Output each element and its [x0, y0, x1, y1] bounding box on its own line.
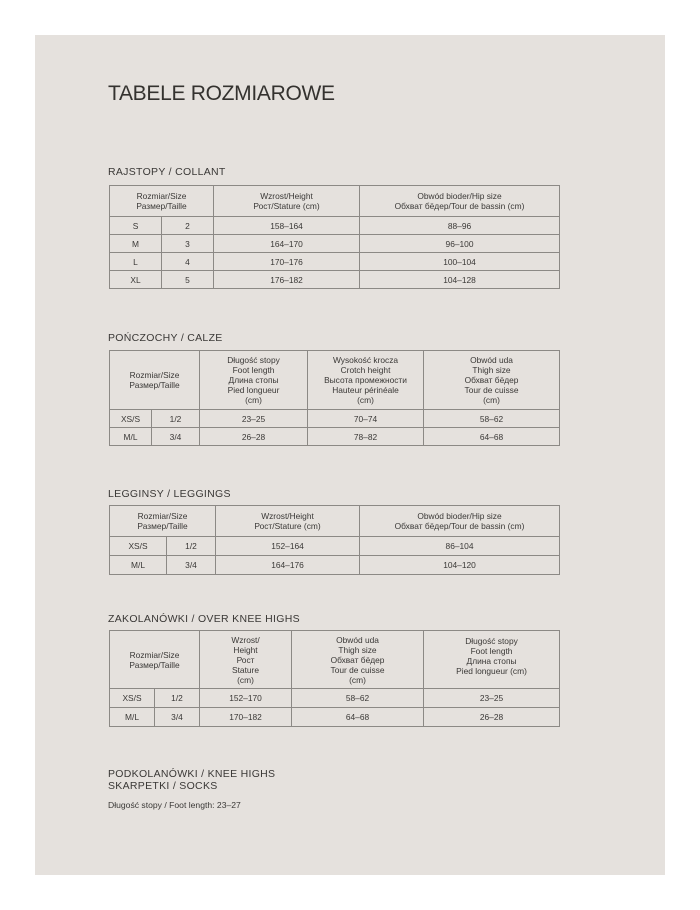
- cell-size: M: [110, 235, 162, 253]
- cell-foot-length: 26–28: [200, 428, 308, 446]
- page-title: TABELE ROZMIAROWE: [108, 82, 335, 105]
- cell-hip: 96–100: [360, 235, 560, 253]
- header-height: Wzrost/Height Рост/Stature (cm): [214, 186, 360, 217]
- cell-height: 152–164: [216, 537, 360, 556]
- cell-height: 164–176: [216, 556, 360, 575]
- table-row: [110, 253, 560, 271]
- cell-height: 152–170: [200, 689, 292, 708]
- cell-hip: 104–120: [360, 556, 560, 575]
- foot-length-value: 23–27: [216, 800, 241, 810]
- table-row: [110, 689, 560, 708]
- header-foot-length: Długość stopy Foot length Длина стопы Pied longueur (cm): [424, 631, 560, 689]
- cell-size: XL: [110, 271, 162, 289]
- cell-num: 3/4: [155, 708, 200, 727]
- foot-length-label: Długość stopy / Foot length:: [108, 800, 215, 810]
- section-heading-skarpetki: SKARPETKI / SOCKS: [108, 780, 218, 792]
- cell-size: M/L: [110, 708, 155, 727]
- header-size: Rozmiar/Size Размер/Taille: [110, 351, 200, 410]
- cell-size: XS/S: [110, 689, 155, 708]
- table-legginsy: [109, 505, 560, 575]
- table-row: [110, 410, 560, 428]
- cell-num: 3: [162, 235, 214, 253]
- table-row: [110, 708, 560, 727]
- header-thigh-size: Obwód uda Thigh size Обхват бёдер Tour de cuisse (cm): [424, 351, 560, 410]
- table-row: [110, 556, 560, 575]
- cell-num: 2: [162, 217, 214, 235]
- cell-crotch-height: 78–82: [308, 428, 424, 446]
- table-row: [110, 537, 560, 556]
- cell-num: 3/4: [152, 428, 200, 446]
- header-size: Rozmiar/Size Размер/Taille: [110, 631, 200, 689]
- section-heading-ponczochy: POŃCZOCHY / CALZE: [108, 332, 223, 344]
- cell-size: L: [110, 253, 162, 271]
- cell-thigh-size: 64–68: [424, 428, 560, 446]
- table-header-row: [110, 506, 560, 537]
- cell-hip: 100–104: [360, 253, 560, 271]
- cell-height: 170–182: [200, 708, 292, 727]
- header-thigh-size: Obwód uda Thigh size Обхват бёдер Tour de cuisse (cm): [292, 631, 424, 689]
- cell-size: M/L: [110, 428, 152, 446]
- table-header-row: [110, 186, 560, 217]
- section-heading-podkolanowki: PODKOLANÓWKI / KNEE HIGHS: [108, 768, 276, 780]
- section-heading-zakolanowki: ZAKOLANÓWKI / OVER KNEE HIGHS: [108, 613, 300, 625]
- cell-num: 1/2: [155, 689, 200, 708]
- cell-hip: 88–96: [360, 217, 560, 235]
- cell-num: 3/4: [167, 556, 216, 575]
- cell-foot-length: 23–25: [200, 410, 308, 428]
- cell-thigh-size: 58–62: [292, 689, 424, 708]
- header-height: Wzrost/ Height Рост Stature (cm): [200, 631, 292, 689]
- table-row: [110, 235, 560, 253]
- table-header-row: [110, 631, 560, 689]
- cell-num: 5: [162, 271, 214, 289]
- foot-length-note: [108, 800, 241, 810]
- cell-size: M/L: [110, 556, 167, 575]
- header-hip: Obwód bioder/Hip size Обхват бёдер/Tour de bassin (cm): [360, 506, 560, 537]
- cell-height: 158–164: [214, 217, 360, 235]
- table-header-row: [110, 351, 560, 410]
- header-height: Wzrost/Height Рост/Stature (cm): [216, 506, 360, 537]
- section-heading-rajstopy: RAJSTOPY / COLLANT: [108, 166, 226, 178]
- table-rajstopy: [109, 185, 560, 289]
- cell-crotch-height: 70–74: [308, 410, 424, 428]
- header-foot-length: Długość stopy Foot length Длина стопы Pied longueur (cm): [200, 351, 308, 410]
- cell-hip: 86–104: [360, 537, 560, 556]
- cell-height: 170–176: [214, 253, 360, 271]
- size-chart-card: [35, 35, 665, 875]
- cell-size: S: [110, 217, 162, 235]
- table-row: [110, 217, 560, 235]
- cell-height: 176–182: [214, 271, 360, 289]
- cell-num: 1/2: [167, 537, 216, 556]
- cell-num: 1/2: [152, 410, 200, 428]
- cell-size: XS/S: [110, 537, 167, 556]
- cell-foot-length: 26–28: [424, 708, 560, 727]
- header-size: Rozmiar/Size Размер/Taille: [110, 186, 214, 217]
- cell-height: 164–170: [214, 235, 360, 253]
- header-crotch-height: Wysokość krocza Crotch height Высота промежности Hauteur périnéale (cm): [308, 351, 424, 410]
- header-hip: Obwód bioder/Hip size Обхват бёдер/Tour de bassin (cm): [360, 186, 560, 217]
- section-heading-legginsy: LEGGINSY / LEGGINGS: [108, 488, 231, 500]
- table-row: [110, 271, 560, 289]
- header-size: Rozmiar/Size Размер/Taille: [110, 506, 216, 537]
- cell-hip: 104–128: [360, 271, 560, 289]
- table-zakolanowki: [109, 630, 560, 727]
- cell-thigh-size: 58–62: [424, 410, 560, 428]
- cell-num: 4: [162, 253, 214, 271]
- cell-size: XS/S: [110, 410, 152, 428]
- cell-thigh-size: 64–68: [292, 708, 424, 727]
- table-ponczochy: [109, 350, 560, 446]
- table-row: [110, 428, 560, 446]
- cell-foot-length: 23–25: [424, 689, 560, 708]
